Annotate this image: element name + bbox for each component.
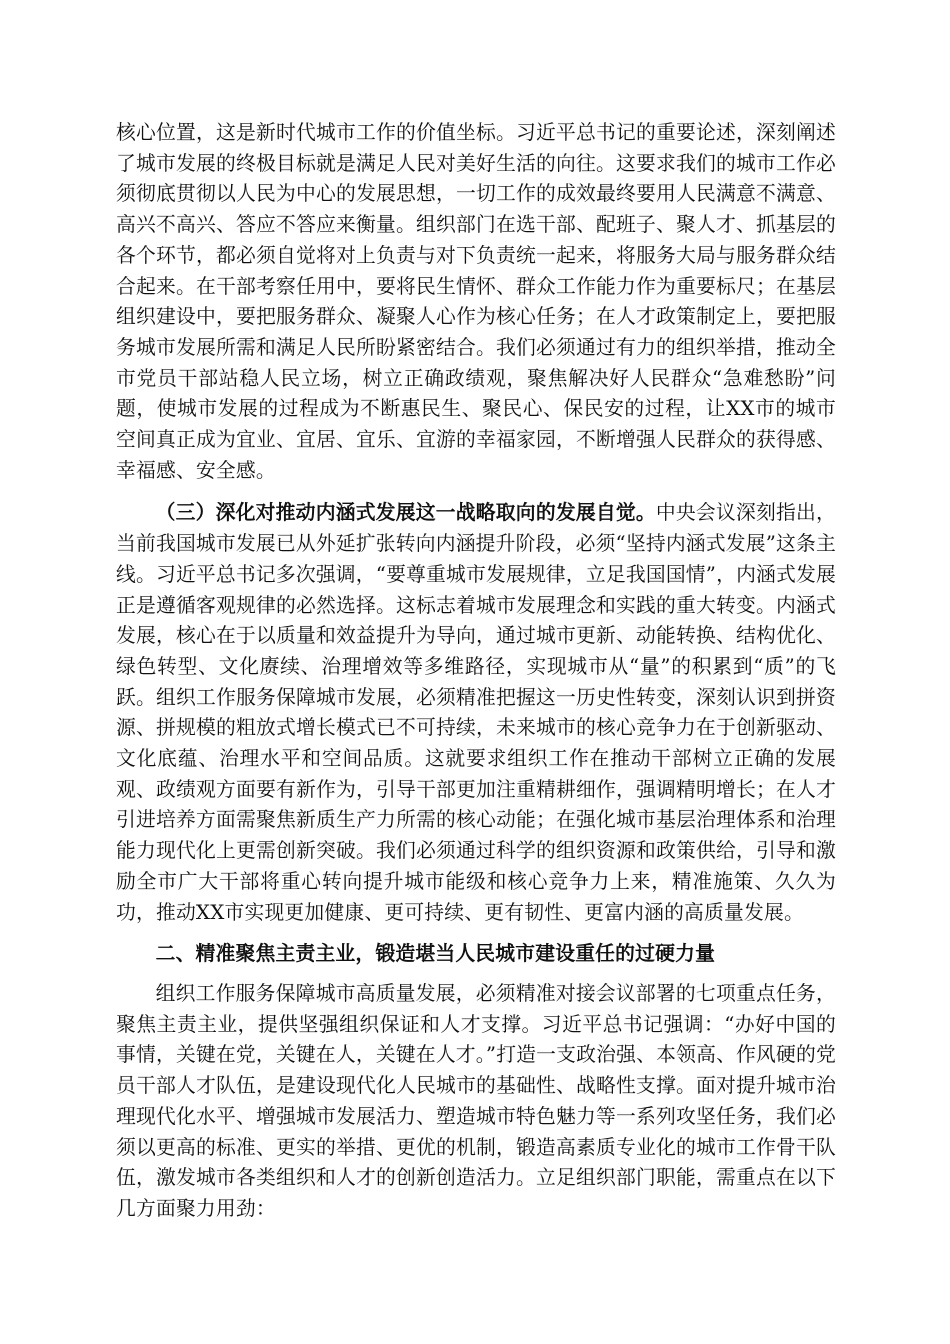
paragraph-organization-work: 组织工作服务保障城市高质量发展，必须精准对接会议部署的七项重点任务，聚焦主责主业，提供坚强组织保证和人才支撑。习近平总书记强调：“办好中国的事情，关键在党，关键在人，关键在人才。”打造一支政治强、本领高、作风硬的党员干部人才队伍，是建设现代化人民城市的基础性、战略性支撑。面对提升城市治理现代化水平、增强城市发展活力、塑造城市特色魅力等一系列攻坚任务，我们必须以更高的标准、更实的举措、更优的机制，锻造高素质专业化的城市工作骨干队伍，激发城市各类组织和人才的创新创造活力。立足组织部门职能，需重点在以下几方面聚力用劲： — [116, 981, 836, 1220]
document-page — [116, 118, 836, 1225]
paragraph-intensive-development — [116, 497, 836, 928]
paragraph-body: 中央会议深刻指出，当前我国城市发展已从外延扩张转向内涵提升阶段，必须“坚持内涵式发展”这条主线。习近平总书记多次强调，“要尊重城市发展规律，立足我国国情”，内涵式发展正是遵循客观规律的必然选择。这标志着城市发展理念和实践的重大转变。内涵式发展，核心在于以质量和效益提升为导向，通过城市更新、动能转换、结构优化、绿色转型、文化赓续、治理增效等多维路径，实现城市从“量”的积累到“质”的飞跃。组织工作服务保障城市发展，必须精准把握这一历史性转变，深刻认识到拼资源、拼规模的粗放式增长模式已不可持续，未来城市的核心竞争力在于创新驱动、文化底蕴、治理水平和空间品质。这就要求组织工作在推动干部树立正确的发展观、政绩观方面要有新作为，引导干部更加注重精耕细作，强调精明增长；在人才引进培养方面需聚焦新质生产力所需的核心动能；在强化城市基层治理体系和治理能力现代化上更需创新突破。我们必须通过科学的组织资源和政策供给，引导和激励全市广大干部将重心转向提升城市能级和核心竞争力上来，精准施策、久久为功，推动XX市实现更加健康、更可持续、更有韧性、更富内涵的高质量发展。 — [116, 501, 836, 924]
section-heading-2: 二、精准聚焦主责主业，锻造堪当人民城市建设重任的过硬力量 — [155, 941, 716, 966]
paragraph-people-centered: 核心位置，这是新时代城市工作的价值坐标。习近平总书记的重要论述，深刻阐述了城市发展的终极目标就是满足人民对美好生活的向往。这要求我们的城市工作必须彻底贯彻以人民为中心的发展思想，一切工作的成效最终要用人民满意不满意、高兴不高兴、答应不答应来衡量。组织部门在选干部、配班子、聚人才、抓基层的各个环节，都必须自觉将对上负责与对下负责统一起来，将服务大局与服务群众结合起来。在干部考察任用中，要将民生情怀、群众工作能力作为重要标尺；在基层组织建设中，要把服务群众、凝聚人心作为核心任务；在人才政策制定上，要把服务城市发展所需和满足人民所盼紧密结合。我们必须通过有力的组织举措，推动全市党员干部站稳人民立场，树立正确政绩观，聚焦解决好人民群众“急难愁盼”问题，使城市发展的过程成为不断惠民生、聚民心、保民安的过程，让XX市的城市空间真正成为宜业、宜居、宜乐、宜游的幸福家园，不断增强人民群众的获得感、幸福感、安全感。 — [116, 121, 836, 482]
paragraph-lead-heading: （三）深化对推动内涵式发展这一战略取向的发展自觉。 — [155, 500, 656, 525]
